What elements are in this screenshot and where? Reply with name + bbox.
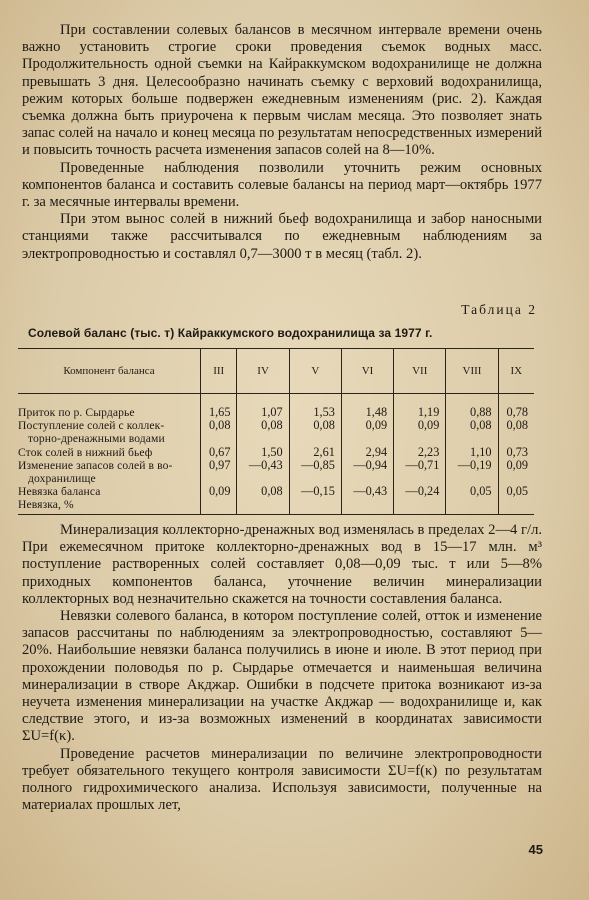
table-cell — [341, 498, 393, 514]
table-cell: 0,08 — [289, 419, 341, 445]
table-cell: 0,09 — [394, 419, 446, 445]
paragraph-1: При составлении солевых балансов в месячном интервале времени очень важно установить строгие сроки проведения съемок водных масс. Продолжительность одной съемки на Кайраккумском водохранилище не должна превышать 3 дня. Целесообразно начинать съемку с верховий водохранилища, режим которых больше подвержен ежедневным изменениям (рис. 2). Каждая съемка должна быть приурочена к первым числам месяца. Это позволяет знать запас солей на начало и конец месяца по результатам непосредственных измерений и повысить точность расчета изменения запасов солей на 8—10%. — [22, 22, 542, 159]
row-label: Сток солей в нижний бьеф — [18, 445, 153, 459]
intro-text — [22, 22, 542, 263]
table-cell: 0,88 — [446, 394, 498, 420]
header-month: VIII — [446, 349, 498, 394]
table-cell: 0,78 — [498, 394, 534, 420]
table-cell: 1,10 — [446, 446, 498, 459]
table-cell: 0,97 — [201, 459, 237, 485]
header-month: III — [201, 349, 237, 394]
table-caption: Таблица 2 — [461, 302, 537, 317]
table-cell: 2,61 — [289, 446, 341, 459]
table-row — [18, 459, 534, 485]
table-cell: —0,43 — [341, 485, 393, 498]
paragraph-4: Минерализация коллекторно-дренажных вод изменялась в пределах 2—4 г/л. При ежемесячном притоке коллекторно-дренажных вод в 15—17 млн. м³ поступление растворенных солей составляет 0,08—0,09 тыс. т или 5—8% приходных компонентов баланса, уточнение величин минерализации коллекторных вод незначительно скажется на точности составления баланса. — [22, 522, 542, 607]
table-row — [18, 394, 534, 420]
header-month: V — [289, 349, 341, 394]
table-cell: 0,08 — [446, 419, 498, 445]
header-component: Компонент баланса — [18, 349, 201, 394]
table-cell: 1,19 — [394, 394, 446, 420]
table-cell: 1,65 — [201, 394, 237, 420]
table-cell — [201, 498, 237, 514]
table-cell — [394, 498, 446, 514]
table-cell — [289, 498, 341, 514]
header-month: VII — [394, 349, 446, 394]
table-cell: —0,85 — [289, 459, 341, 485]
table-cell: 2,23 — [394, 446, 446, 459]
paragraph-5: Невязки солевого баланса, в котором поступление солей, отток и изменение запасов рассчитаны по наблюдениям за электропроводностью, составляют 5—20%. Наибольшие невязки баланса получились в июне и июле. В этот период при прохождении половодья по р. Сырдарье отмечается и наименьшая величина минерализации в створе Акджар. Ошибки в подсчете притока возникают из-за неучета изменения минерализации на участке Акджар — водохранилище и, как следствие этого, и из-за возможных изменений в координатах зависимости ΣU=f(κ). — [22, 608, 542, 745]
table-cell — [498, 498, 534, 514]
table-row — [18, 485, 534, 498]
table-cell: 1,53 — [289, 394, 341, 420]
salt-balance-table — [18, 348, 534, 515]
table-header-row — [18, 349, 534, 394]
paragraph-2: Проведенные наблюдения позволили уточнить режим основных компонентов баланса и составить солевые балансы на период март—октябрь 1977 г. за месячные интервалы времени. — [22, 159, 542, 211]
row-label: Приток по р. Сырдарье — [18, 406, 135, 419]
table-title: Солевой баланс (тыс. т) Кайраккумского водохранилища за 1977 г. — [28, 326, 433, 340]
row-label-line: дохранилище — [28, 472, 96, 486]
table-cell: 0,09 — [498, 459, 534, 485]
paragraph-3: При этом вынос солей в нижний бьеф водохранилища и забор наносными станциями также рассчитывался по ежедневным наблюдениям за электропроводностью и составлял 0,7—3000 т в месяц (табл. 2). — [22, 211, 542, 262]
row-label: Невязка баланса — [18, 485, 101, 499]
table-cell: —0,24 — [394, 485, 446, 498]
table-cell: 0,73 — [498, 446, 534, 459]
table-cell: —0,94 — [341, 459, 393, 485]
table-cell: —0,19 — [446, 459, 498, 485]
table-cell: —0,43 — [237, 459, 289, 485]
row-label — [18, 419, 201, 445]
row-label: Невязка, % — [18, 498, 201, 514]
table-cell: 1,48 — [341, 394, 393, 420]
table-cell: 0,09 — [341, 419, 393, 445]
table-cell: —0,71 — [394, 459, 446, 485]
body-text — [22, 522, 542, 814]
row-label — [18, 459, 201, 485]
table-cell — [446, 498, 498, 514]
table-cell: —0,15 — [289, 485, 341, 498]
table-cell: 0,08 — [498, 419, 534, 445]
table-cell: 1,07 — [237, 394, 289, 420]
table-cell — [237, 498, 289, 514]
table-cell: 0,67 — [201, 446, 237, 459]
row-label-line: Изменение запасов солей в во- — [18, 458, 173, 472]
table-row — [18, 446, 534, 459]
table-cell: 0,05 — [446, 485, 498, 498]
row-label-line: Поступление солей с коллек- — [18, 419, 165, 433]
header-month: VI — [341, 349, 393, 394]
table-row — [18, 498, 534, 514]
table-cell: 0,08 — [237, 485, 289, 498]
table-cell: 2,94 — [341, 446, 393, 459]
header-month: IX — [498, 349, 534, 394]
row-label-line: торно-дренажными водами — [28, 432, 165, 446]
page-number: 45 — [528, 842, 543, 857]
table-row — [18, 419, 534, 445]
table-cell: 0,05 — [498, 485, 534, 498]
table-cell: 0,08 — [201, 419, 237, 445]
table-cell: 1,50 — [237, 446, 289, 459]
paragraph-6: Проведение расчетов минерализации по величине электропроводности требует обязательного текущего контроля зависимости ΣU=f(κ) по результатам полного гидрохимического анализа. Используя зависимости, полученные на материалах прошлых лет, — [22, 745, 542, 814]
table-cell: 0,08 — [237, 419, 289, 445]
table-cell: 0,09 — [201, 485, 237, 498]
header-month: IV — [237, 349, 289, 394]
